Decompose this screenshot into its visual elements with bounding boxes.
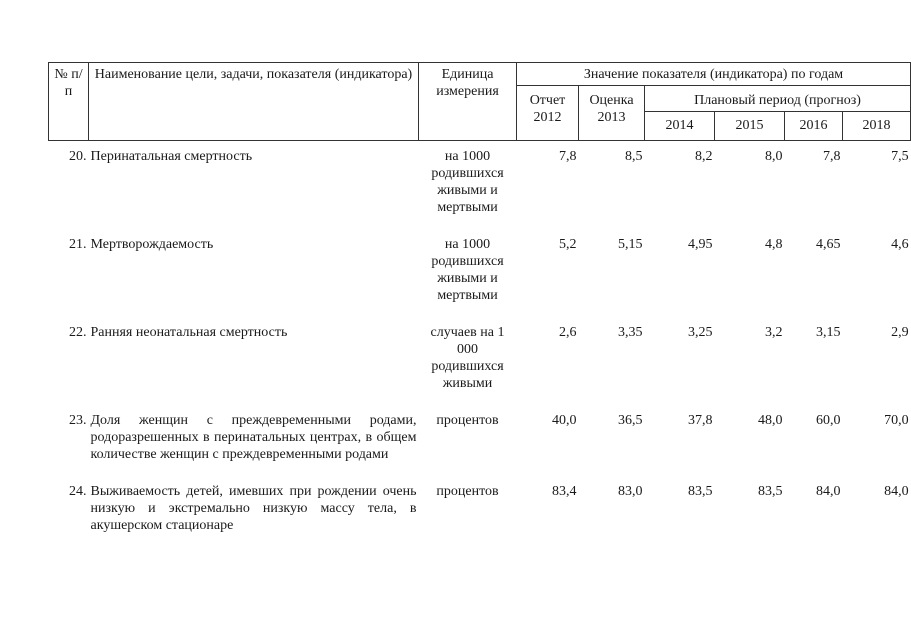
row-number: 20.	[69, 149, 87, 164]
value-2014: 83,5	[688, 484, 713, 499]
value-2015: 83,5	[758, 484, 783, 499]
value-2014: 8,2	[695, 149, 713, 164]
value-2016: 3,15	[816, 325, 841, 340]
row-unit: на 1000 родившихся живыми и мертвыми	[431, 237, 504, 303]
header-number: № п/п	[49, 63, 89, 141]
value-2012: 83,4	[552, 484, 577, 499]
value-2016: 84,0	[816, 484, 841, 499]
header-estimate-2013: Оценка 2013	[579, 86, 645, 141]
row-indicator-name: Доля женщин с преждевременными родами, родоразрешенных в перинатальных центрах, в общем количестве женщин с преждевременными родами	[90, 413, 417, 462]
row-unit: на 1000 родившихся живыми и мертвыми	[431, 149, 504, 215]
value-2013: 8,5	[625, 149, 643, 164]
value-2015: 48,0	[758, 413, 783, 428]
value-2016: 4,65	[816, 237, 841, 252]
value-2015: 3,2	[765, 325, 783, 340]
value-2013: 36,5	[618, 413, 643, 428]
value-2012: 5,2	[559, 237, 577, 252]
value-2018: 84,0	[884, 484, 909, 499]
header-year-2016: 2016	[785, 112, 843, 141]
indicators-table	[48, 62, 911, 554]
header-year-2015: 2015	[715, 112, 785, 141]
value-2018: 7,5	[891, 149, 909, 164]
value-2018: 4,6	[891, 237, 909, 252]
value-2013: 5,15	[618, 237, 643, 252]
value-2016: 7,8	[823, 149, 841, 164]
value-2012: 2,6	[559, 325, 577, 340]
header-unit: Единица измерения	[419, 63, 517, 141]
value-2015: 4,8	[765, 237, 783, 252]
header-name: Наименование цели, задачи, показателя (индикатора)	[89, 63, 419, 141]
table-row	[49, 148, 911, 236]
header-plan-period: Плановый период (прогноз)	[645, 86, 911, 112]
value-2014: 3,25	[688, 325, 713, 340]
value-2012: 7,8	[559, 149, 577, 164]
row-number: 22.	[69, 325, 87, 340]
row-unit: процентов	[436, 413, 499, 428]
row-indicator-name: Выживаемость детей, имевших при рождении очень низкую и экстремально низкую массу тела, в акушерском стационаре	[90, 484, 417, 533]
value-2013: 3,35	[618, 325, 643, 340]
value-2012: 40,0	[552, 413, 577, 428]
row-number: 24.	[69, 484, 87, 499]
table-header	[49, 63, 911, 141]
value-2016: 60,0	[816, 413, 841, 428]
row-indicator-name: Мертворождаемость	[90, 237, 214, 252]
value-2018: 2,9	[891, 325, 909, 340]
table-body	[49, 141, 911, 555]
value-2018: 70,0	[884, 413, 909, 428]
value-2014: 4,95	[688, 237, 713, 252]
table-row	[49, 324, 911, 412]
row-indicator-name: Ранняя неонатальная смертность	[90, 325, 288, 340]
row-unit: процентов	[436, 484, 499, 499]
value-2014: 37,8	[688, 413, 713, 428]
value-2013: 83,0	[618, 484, 643, 499]
value-2015: 8,0	[765, 149, 783, 164]
row-indicator-name: Перинатальная смертность	[90, 149, 253, 164]
table-row	[49, 483, 911, 554]
header-values-by-year: Значение показателя (индикатора) по годам	[517, 63, 911, 86]
header-year-2014: 2014	[645, 112, 715, 141]
row-number: 23.	[69, 413, 87, 428]
header-report-2012: Отчет 2012	[517, 86, 579, 141]
header-year-2018: 2018	[843, 112, 911, 141]
row-number: 21.	[69, 237, 87, 252]
row-unit: случаев на 1 000 родившихся живыми	[430, 325, 505, 391]
table-row	[49, 236, 911, 324]
table-row	[49, 412, 911, 483]
